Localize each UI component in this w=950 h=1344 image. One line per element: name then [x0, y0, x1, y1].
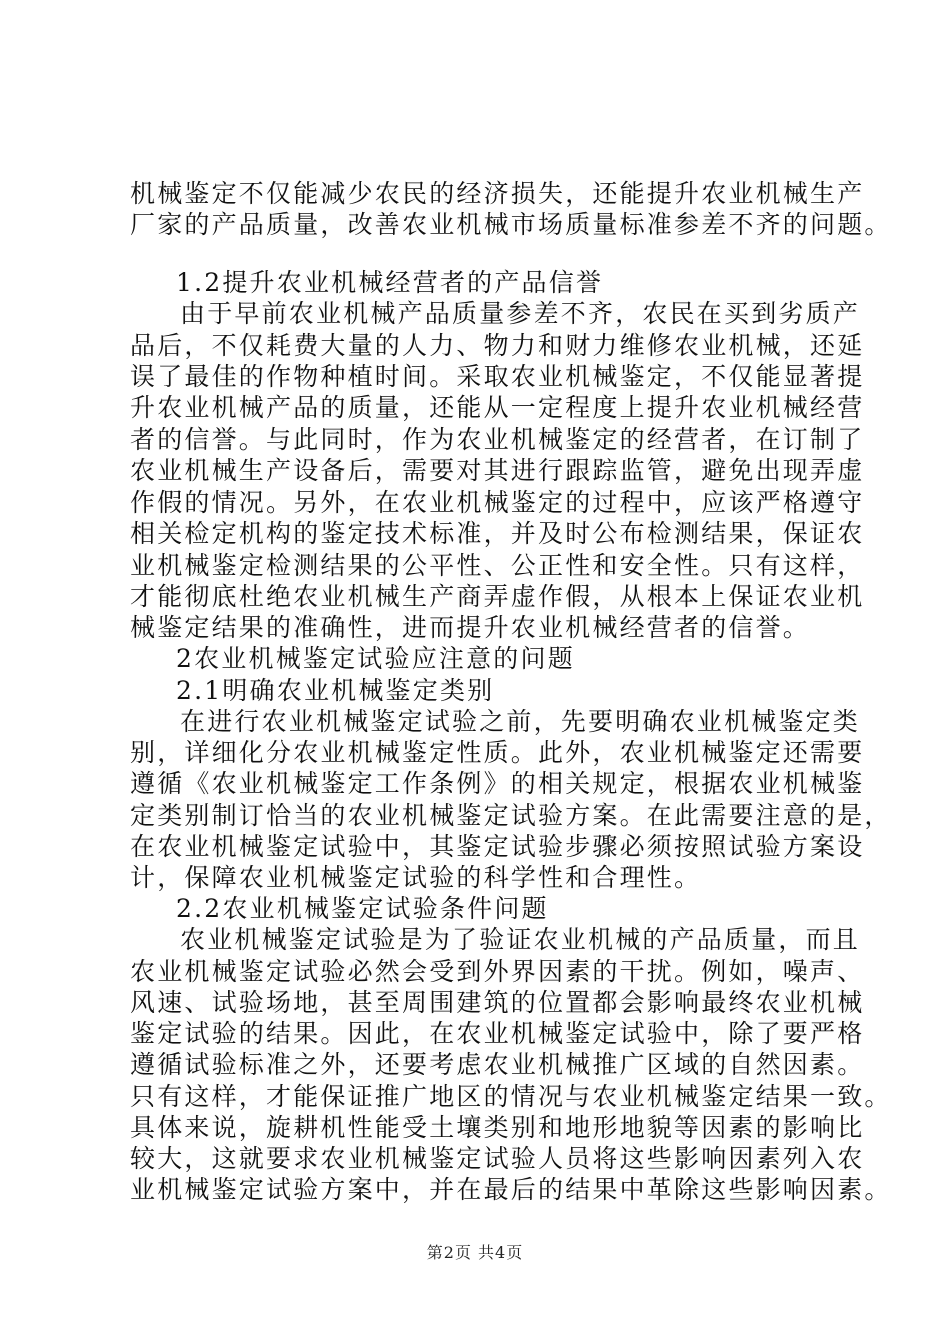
paragraph-line: 农业机械鉴定试验必然会受到外界因素的干扰。例如，噪声、: [130, 957, 865, 986]
section-heading-2-2: 2.2农业机械鉴定试验条件问题: [176, 894, 549, 923]
paragraph-line: 机械鉴定不仅能减少农民的经济损失，还能提升农业机械生产: [130, 179, 865, 208]
paragraph-line: 计，保障农业机械鉴定试验的科学性和合理性。: [130, 863, 702, 892]
paragraph-line: 厂家的产品质量，改善农业机械市场质量标准参差不齐的问题。: [130, 210, 892, 239]
paragraph-line: 由于早前农业机械产品质量参差不齐，农民在买到劣质产: [180, 299, 861, 328]
paragraph-line: 遵循《农业机械鉴定工作条例》的相关规定，根据农业机械鉴: [130, 769, 865, 798]
paragraph-line: 业机械鉴定检测结果的公平性、公正性和安全性。只有这样，: [130, 551, 865, 580]
paragraph-line: 具体来说，旋耕机性能受土壤类别和地形地貌等因素的影响比: [130, 1113, 865, 1142]
paragraph-line: 别，详细化分农业机械鉴定性质。此外，农业机械鉴定还需要: [130, 738, 865, 767]
paragraph-line: 升农业机械产品的质量，还能从一定程度上提升农业机械经营: [130, 393, 865, 422]
page-number-footer: 第2页 共4页: [426, 1243, 524, 1262]
paragraph-line: 误了最佳的作物种植时间。采取农业机械鉴定，不仅能显著提: [130, 362, 865, 391]
paragraph-line: 农业机械鉴定试验是为了验证农业机械的产品质量，而且: [180, 925, 861, 954]
paragraph-line: 者的信誉。与此同时，作为农业机械鉴定的经营者，在订制了: [130, 425, 865, 454]
paragraph-line: 鉴定试验的结果。因此，在农业机械鉴定试验中，除了要严格: [130, 1019, 865, 1048]
paragraph-line: 才能彻底杜绝农业机械生产商弄虚作假，从根本上保证农业机: [130, 582, 865, 611]
section-heading-2-1: 2.1明确农业机械鉴定类别: [176, 676, 495, 705]
paragraph-line: 械鉴定结果的准确性，进而提升农业机械经营者的信誉。: [130, 613, 811, 642]
paragraph-line: 在进行农业机械鉴定试验之前，先要明确农业机械鉴定类: [180, 707, 861, 736]
section-heading-2: 2农业机械鉴定试验应注意的问题: [176, 644, 575, 673]
paragraph-line: 较大，这就要求农业机械鉴定试验人员将这些影响因素列入农: [130, 1144, 865, 1173]
paragraph-line: 业机械鉴定试验方案中，并在最后的结果中革除这些影响因素。: [130, 1175, 892, 1204]
section-heading-1-2: 1.2提升农业机械经营者的产品信誉: [176, 268, 604, 297]
paragraph-line: 在农业机械鉴定试验中，其鉴定试验步骤必须按照试验方案设: [130, 832, 865, 861]
paragraph-line: 品后，不仅耗费大量的人力、物力和财力维修农业机械，还延: [130, 331, 865, 360]
paragraph-line: 遵循试验标准之外，还要考虑农业机械推广区域的自然因素。: [130, 1050, 865, 1079]
paragraph-line: 定类别制订恰当的农业机械鉴定试验方案。在此需要注意的是，: [130, 801, 892, 830]
paragraph-line: 农业机械生产设备后，需要对其进行跟踪监管，避免出现弄虚: [130, 456, 865, 485]
paragraph-line: 只有这样，才能保证推广地区的情况与农业机械鉴定结果一致。: [130, 1082, 892, 1111]
paragraph-line: 作假的情况。另外，在农业机械鉴定的过程中，应该严格遵守: [130, 488, 865, 517]
paragraph-line: 风速、试验场地，甚至周围建筑的位置都会影响最终农业机械: [130, 988, 865, 1017]
paragraph-line: 相关检定机构的鉴定技术标准，并及时公布检测结果，保证农: [130, 519, 865, 548]
